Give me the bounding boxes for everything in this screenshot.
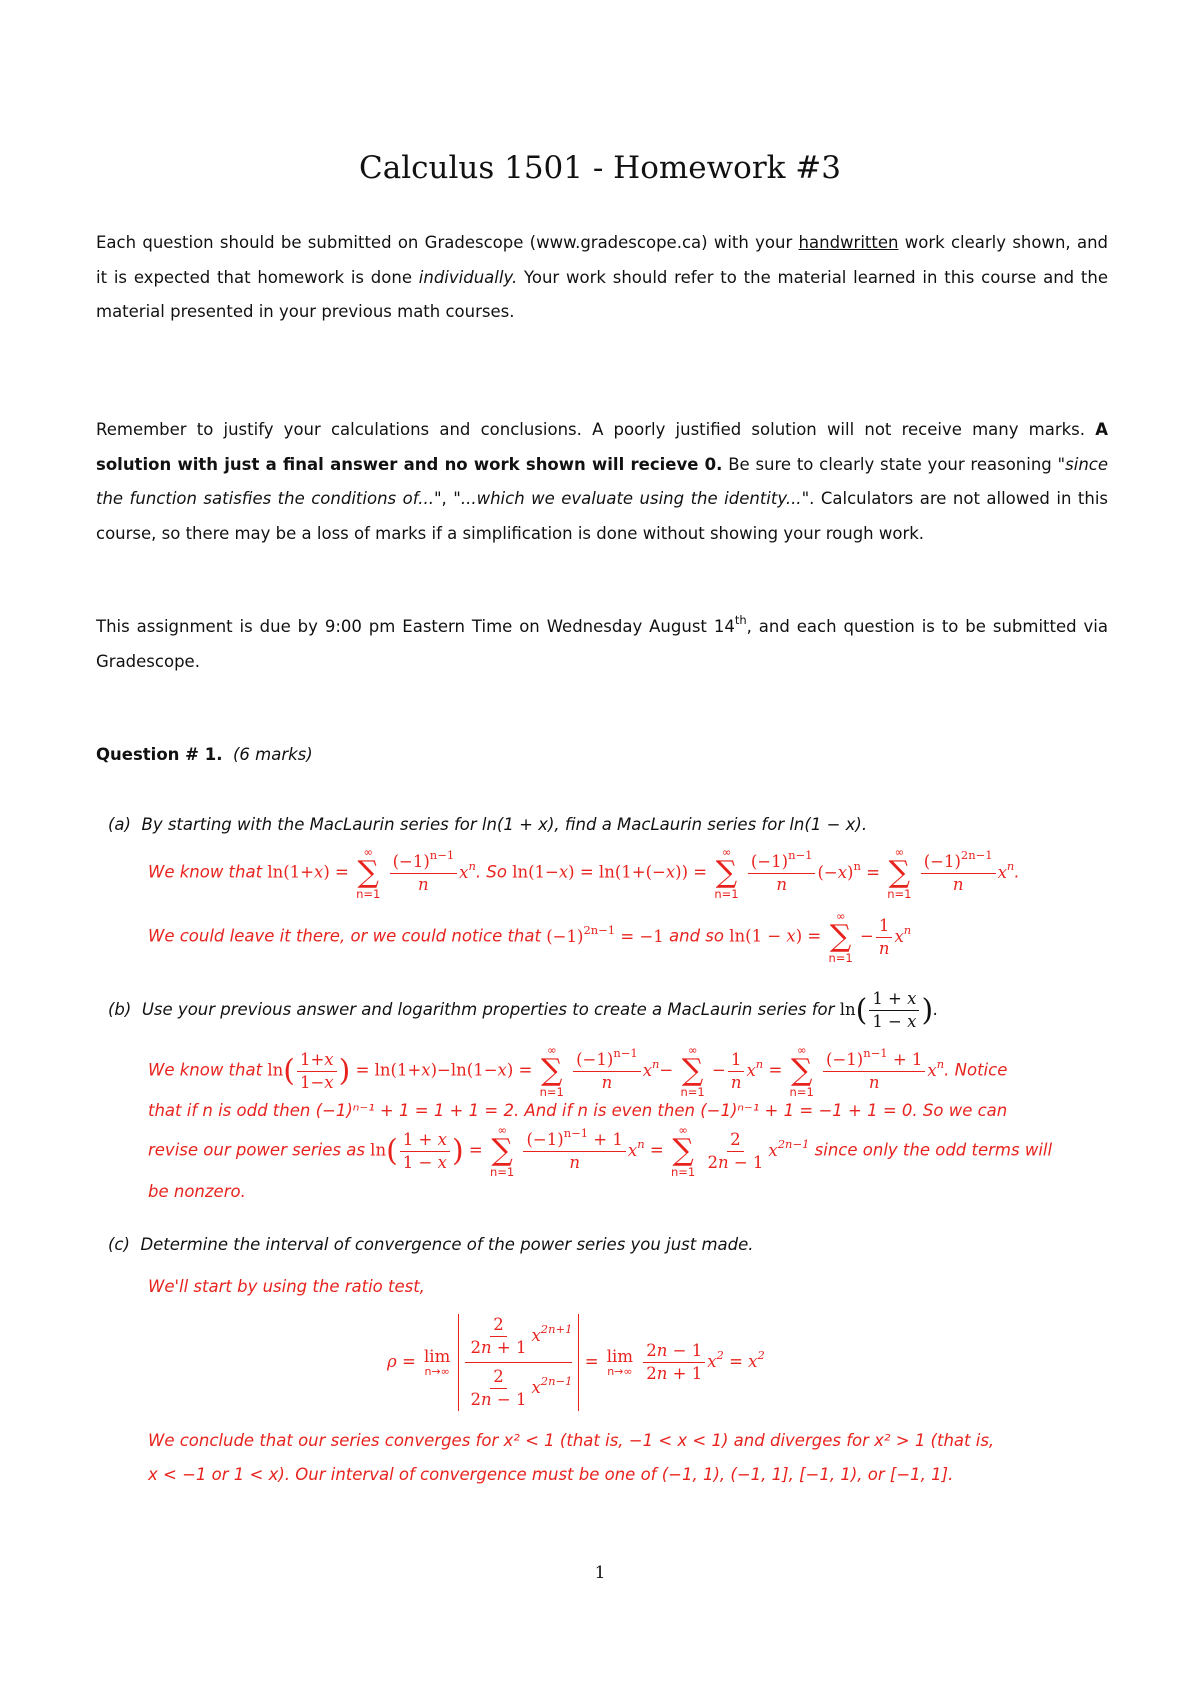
sum-symbol: ∞ ∑ n=1 [828,909,853,965]
page-number: 1 [594,1563,606,1583]
part-a-answer-line-2: We could leave it there, or we could notice that $(-1)^{2n-1} = -1$ and so ln(1 − x) = ∞ ∑ n=1 − $\frac{1}{n}$ $x^n$ [148,909,912,965]
sum-symbol: ∞ ∑ n=1 [887,845,912,901]
part-b-answer-line-2: that if n is odd then (−1)ⁿ⁻¹ + 1 = 1 + 1 = 2. And if n is even then (−1)ⁿ⁻¹ + 1 = −1 + 1 = 0. So we can [148,1101,1008,1120]
part-b-answer-line-4: be nonzero. [148,1182,246,1201]
part-c-answer-intro: We'll start by using the ratio test, [148,1277,425,1296]
sum-symbol: ∞ ∑ n=1 [356,845,381,901]
absolute-value-ratio: $\frac{2}{2n + 1}$ $x^{2n+1}$ $\frac{2}{2n - 1}$ $x^{2n-1}$ [458,1314,579,1411]
sum-symbol: ∞ ∑ n=1 [489,1123,515,1179]
part-a-prompt: (a) By starting with the MacLaurin series for ln(1 + x), find a MacLaurin series for ln(1 − x). [108,815,868,834]
sum-symbol: ∞ ∑ n=1 [680,1043,705,1099]
intro-paragraph-3: This assignment is due by 9:00 pm Eastern Time on Wednesday August 14th, and each question is to be submitted via Gradescope. [96,613,1108,671]
sum-symbol: ∞ ∑ n=1 [670,1123,696,1179]
ratio-test-equation: ρ = lim n→∞ $\frac{2}{2n + 1}$ $x^{2n+1}$ $\frac{2}{2n - 1}$ $x^{2n-1}$ = lim n→∞ $\frac{2n - 1}{2n + 1}$ $x^2 = x^2$ [387,1315,765,1409]
intro-paragraph-1: Each question should be submitted on Gradescope (www.gradescope.ca) with your handwritten work clearly shown, and it is expected that homework is done individually. Your work should refer to the material learned in this course and the material presented in your previous math courses. [96,233,1109,321]
sum-symbol: ∞ ∑ n=1 [789,1043,814,1099]
sum-symbol: ∞ ∑ n=1 [714,845,739,901]
sum-symbol: ∞ ∑ n=1 [539,1043,564,1099]
page-title: Calculus 1501 - Homework #3 [359,150,841,186]
part-b-answer-line-3: revise our power series as ln( $\frac{1 + x}{1 - x}$ ) = ∞ ∑ n=1 $\frac{(-1)^{n-1} + 1}{n}$ $x^n$ = ∞ ∑ n=1 $\frac{2}{2n - 1}$ $x^{2n-1}$ since only the odd terms will [148,1123,1053,1179]
question-1-heading: Question # 1. (6 marks) [96,745,313,764]
intro-paragraph-2: Remember to justify your calculations and conclusions. A poorly justified solution will not receive many marks. A solution with just a final answer and no work shown will recieve 0. Be sure to clearly state your reasoning "since the function satisfies the conditions of...", "...which we evaluate using the identity...". Calculators are not allowed in this course, so there may be a loss of marks if a simplification is done without showing your rough work. [96,420,1109,543]
part-a-answer-line-1: We know that ln(1+x) = ∞ ∑ n=1 $\frac{(-1)^{n-1}}{n}$ $x^n$. So ln(1−x) = ln(1+(−x)) = ∞ ∑ n=1 $\frac{(-1)^{n-1}}{n}$ $(-x)^n$ = ∞ ∑ n=1 $\frac{(-1)^{2n-1}}{n}$ $x^n$. [148,845,1020,901]
part-c-conclusion-line-1: We conclude that our series converges for x² < 1 (that is, −1 < x < 1) and diverges for x² > 1 (that is, [148,1431,995,1450]
part-c-conclusion-line-2: x < −1 or 1 < x). Our interval of convergence must be one of (−1, 1), (−1, 1], [−1, 1), or [−1, 1]. [148,1465,954,1484]
part-c-prompt: (c) Determine the interval of convergence of the power series you just made. [108,1235,754,1254]
part-b-prompt: (b) Use your previous answer and logarithm properties to create a MacLaurin series for ln( $\frac{1 + x}{1 - x}$ ). [108,989,939,1031]
part-b-answer-line-1: We know that ln( $\frac{1+x}{1-x}$ ) = ln(1+x)−ln(1−x) = ∞ ∑ n=1 $\frac{(-1)^{n-1}}{n}$ $x^n-$ ∞ ∑ n=1 − $\frac{1}{n}$ $x^n$ = ∞ ∑ n=1 $\frac{(-1)^{n-1} + 1}{n}$ $x^n$. Notice [148,1043,1008,1099]
